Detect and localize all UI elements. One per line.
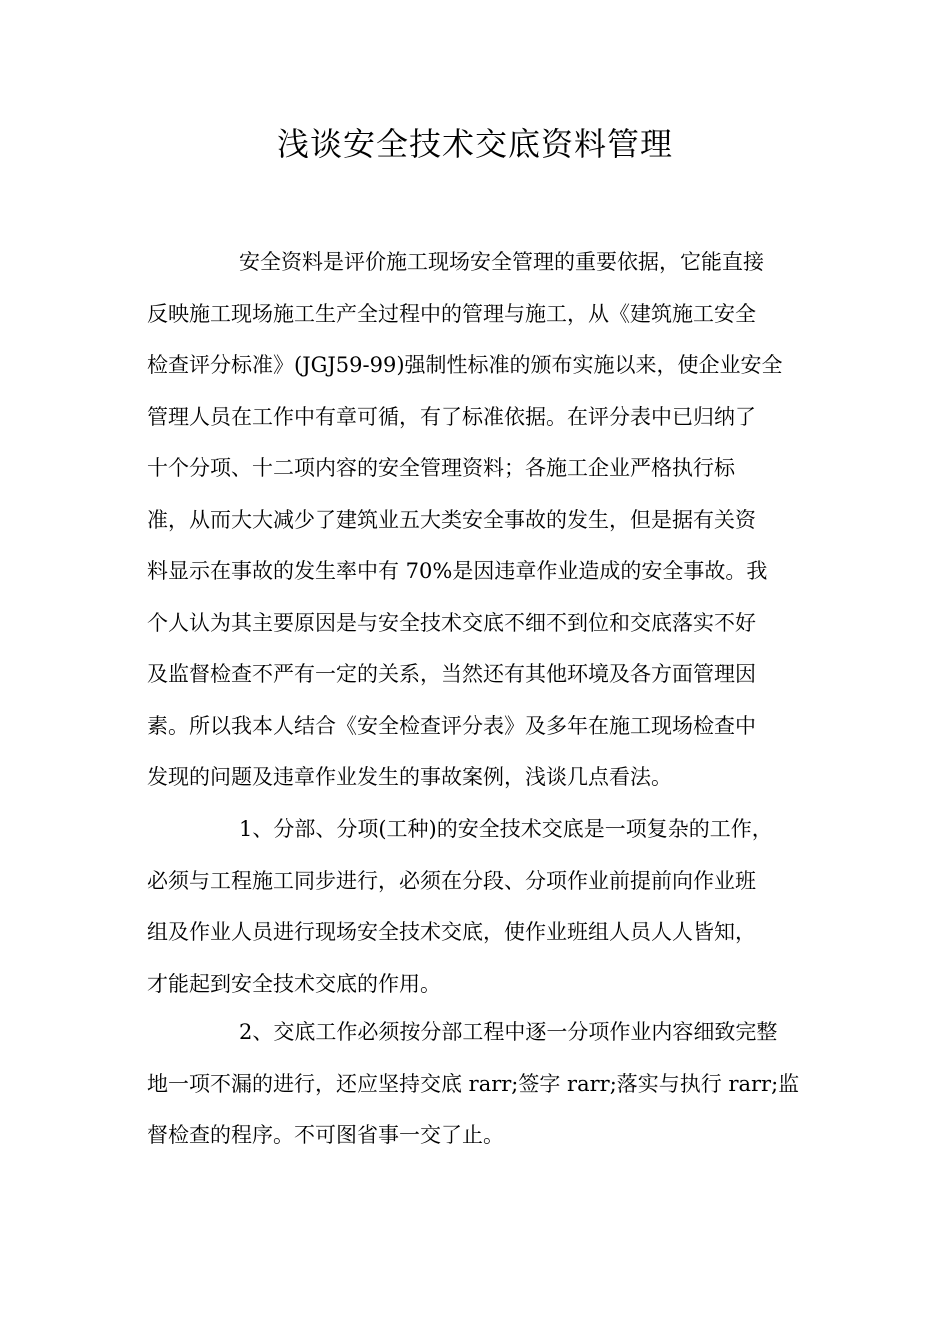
- paragraph-line: 安全资料是评价施工现场安全管理的重要依据，它能直接: [239, 250, 764, 274]
- paragraph-line: 素。所以我本人结合《安全检查评分表》及多年在施工现场检查中: [147, 713, 756, 738]
- paragraph-line: 必须与工程施工同步进行，必须在分段、分项作业前提前向作业班: [147, 868, 756, 893]
- paragraph-line: 发现的问题及违章作业发生的事故案例，浅谈几点看法。: [147, 765, 672, 789]
- paragraph-line: 地一项不漏的进行，还应坚持交底 rarr;签字 rarr;落实与执行 rarr;监: [147, 1071, 800, 1096]
- paragraph-1: [147, 237, 807, 804]
- paragraph-line: 及监督检查不严有一定的关系，当然还有其他环境及各方面管理因: [147, 662, 756, 686]
- paragraph-2: [147, 804, 807, 1010]
- paragraph-line: 组及作业人员进行现场安全技术交底，使作业班组人员人人皆知，: [147, 920, 756, 944]
- paragraph-line: 1、分部、分项(工种)的安全技术交底是一项复杂的工作，: [239, 817, 773, 841]
- paragraph-line: 反映施工现场施工生产全过程中的管理与施工，从《建筑施工安全: [147, 301, 756, 326]
- paragraph-line: 督检查的程序。不可图省事一交了止。: [147, 1123, 504, 1147]
- paragraph-line: 检查评分标准》(JGJ59-99)强制性标准的颁布实施以来，使企业安全: [147, 353, 783, 377]
- paragraph-line: 准，从而大大减少了建筑业五大类安全事故的发生，但是据有关资: [147, 507, 756, 532]
- paragraph-line: 才能起到安全技术交底的作用。: [147, 971, 441, 996]
- paragraph-line: 个人认为其主要原因是与安全技术交底不细不到位和交底落实不好: [147, 610, 756, 635]
- paragraph-line: 料显示在事故的发生率中有 70%是因违章作业造成的安全事故。我: [147, 559, 768, 583]
- document-title: 浅谈安全技术交底资料管理: [276, 125, 673, 163]
- paragraph-line: 2、交底工作必须按分部工程中逐一分项作业内容细致完整: [239, 1020, 778, 1044]
- paragraph-line: 管理人员在工作中有章可循，有了标准依据。在评分表中已归纳了: [147, 404, 756, 429]
- paragraph-line: 十个分项、十二项内容的安全管理资料；各施工企业严格执行标: [147, 456, 735, 480]
- paragraph-3: [147, 1007, 807, 1162]
